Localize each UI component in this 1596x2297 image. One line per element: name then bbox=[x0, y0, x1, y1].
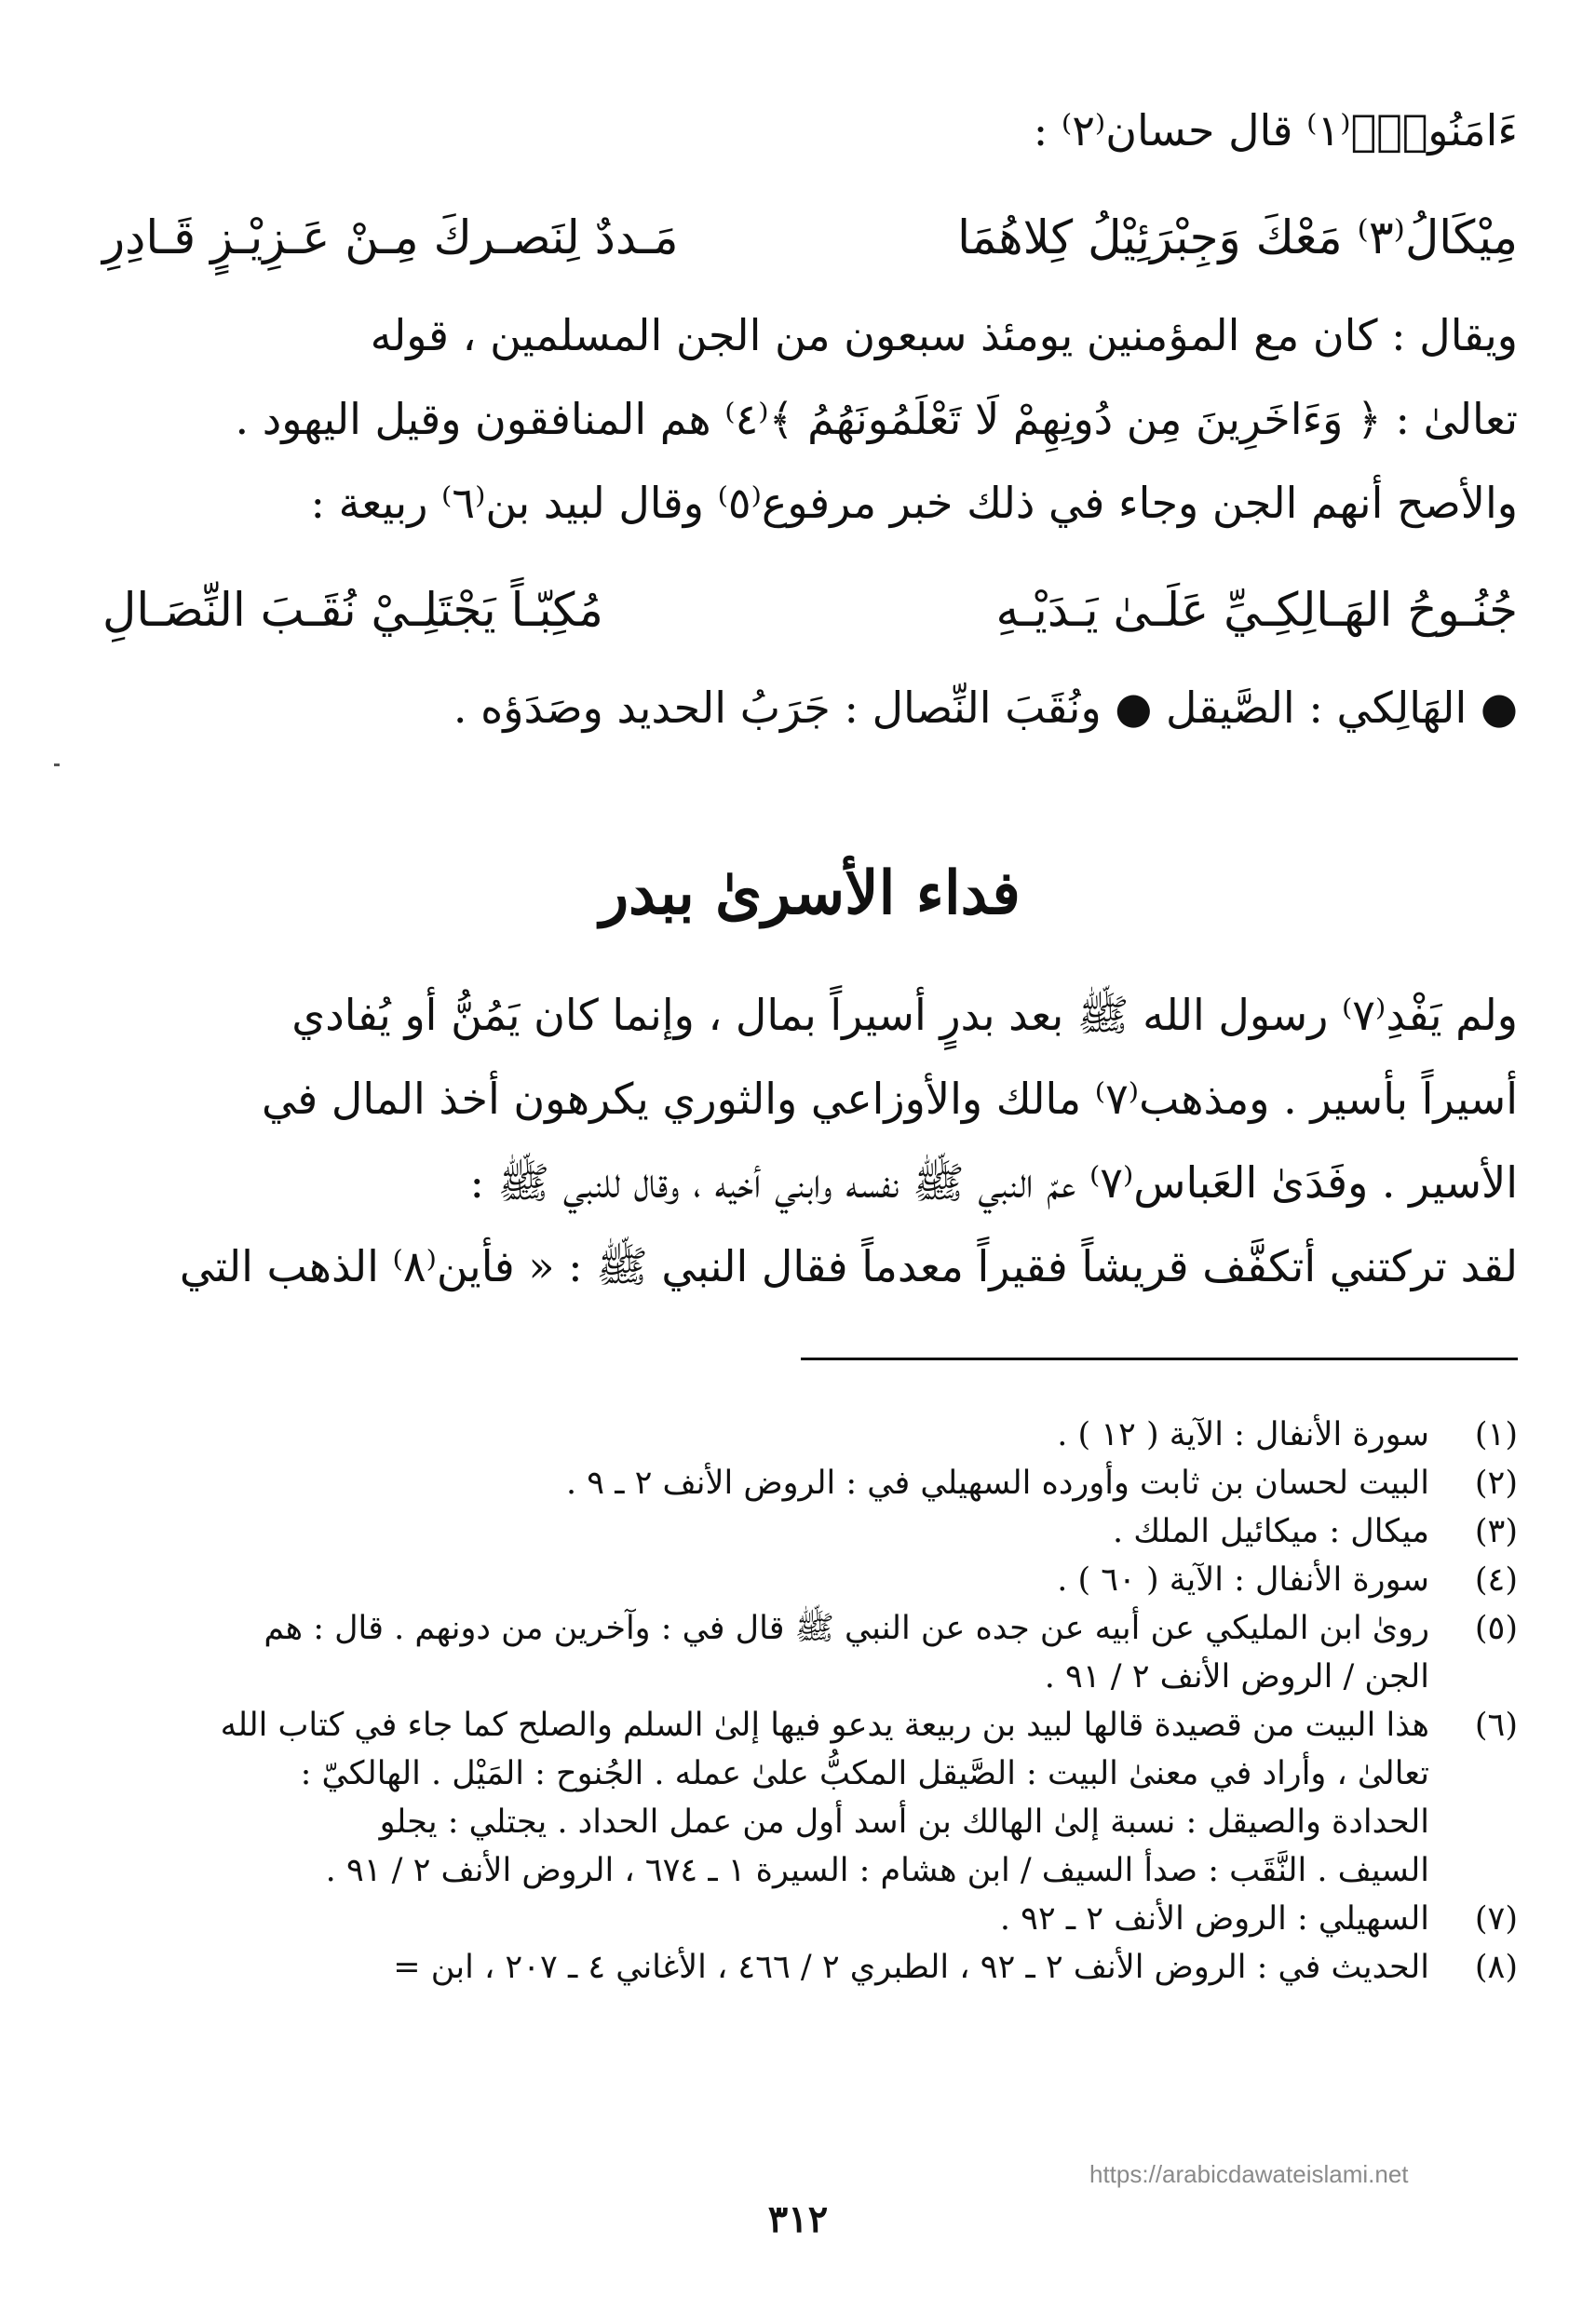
footnote-line: سورة الأنفال : الآية ( ٦٠ ) . bbox=[1057, 1561, 1429, 1599]
verse-2 bbox=[102, 559, 1518, 661]
text-line: أسيراً بأسير . ومذهب⁽٧⁾ مالك والأوزاعي والثوري يكرهون أخذ المال في bbox=[261, 1074, 1518, 1124]
text-line: الأسير . وفَدَىٰ العَباس⁽٧⁾ عمّ النبي ﷺ نفسه وابني أخيه ، وقال للنبي ﷺ : bbox=[469, 1157, 1518, 1208]
footnote-number: (٦) bbox=[1474, 1707, 1518, 1744]
footnote-line: روىٰ ابن المليكي عن أبيه عن جده عن النبي ﷺ قال في : وآخرين من دونهم . قال : هم bbox=[264, 1610, 1429, 1647]
verse-1-left-hemistich: مَـددٌ لِنَصـركَ مِـنْ عَـزِيْـزٍ قَـادِرِ bbox=[102, 210, 679, 264]
footnote-number: (٤) bbox=[1474, 1561, 1518, 1599]
watermark-url: https://arabicdawateislami.net bbox=[1089, 2160, 1409, 2188]
text-line: تعالىٰ : ﴿ وَءَاخَرِينَ مِن دُونِهِمْ لَا تَعْلَمُونَهُمُ ﴾⁽٤⁾ هم المنافقون وقيل اليهود . bbox=[235, 394, 1518, 444]
gloss-line: ● الهَالِكي : الصَّيقل ● ونُقَبَ النِّصال : جَرَبُ الحديد وصَدَؤه . bbox=[453, 682, 1518, 733]
verse-2-left-hemistich: مُكِبّـاً يَجْتَلِـيْ نُقَـبَ النِّصَـالِ bbox=[102, 583, 603, 637]
footnote-item bbox=[102, 1507, 1518, 1556]
footnote-line: تعالىٰ ، وأراد في معنىٰ البيت : الصَّيقل المكبُّ علىٰ عمله . الجُنوح : المَيْل . الهالكيّ : bbox=[300, 1755, 1429, 1792]
footnote-line: البيت لحسان بن ثابت وأورده السهيلي في : الروض الأنف ٢ ـ ٩ . bbox=[566, 1465, 1429, 1502]
text-line: ءَامَنُوا۟﴾⁽١⁾ قال حسان⁽٢⁾ : bbox=[1033, 105, 1518, 155]
footnote-item bbox=[102, 1895, 1518, 1943]
footnote-item bbox=[102, 1943, 1518, 1992]
footnote-number: (٧) bbox=[1474, 1900, 1518, 1938]
footnote-item bbox=[102, 1411, 1518, 1459]
footnote-line: السهيلي : الروض الأنف ٢ ـ ٩٢ . bbox=[999, 1900, 1429, 1938]
text-line: لقد تركتني أتكفَّف قريشاً فقيراً معدماً فقال النبي ﷺ : « فأين⁽٨⁾ الذهب التي bbox=[179, 1241, 1518, 1291]
page-number: ٣١٢ bbox=[767, 2197, 829, 2241]
footnote-line: الجن / الروض الأنف ٢ / ٩١ . bbox=[1044, 1658, 1429, 1696]
footnote-line: السيف . النَّقَب : صدأ السيف / ابن هشام : السيرة ١ ـ ٦٧٤ ، الروض الأنف ٢ / ٩١ . bbox=[325, 1852, 1429, 1889]
footnote-number: (٢) bbox=[1474, 1465, 1518, 1502]
footnote-number: (٥) bbox=[1474, 1610, 1518, 1647]
section-heading: فداء الأسرىٰ ببدر bbox=[600, 858, 1021, 928]
footnote-item bbox=[102, 1701, 1518, 1895]
footnote-line: الحديث في : الروض الأنف ٢ ـ ٩٢ ، الطبري ٢ / ٤٦٦ ، الأغاني ٤ ـ ٢٠٧ ، ابن = bbox=[393, 1949, 1429, 1986]
section-body bbox=[102, 973, 1518, 1308]
verse-1 bbox=[102, 186, 1518, 289]
footnote-line: ميكال : ميكائيل الملك . bbox=[1113, 1513, 1429, 1550]
footnote-number: (١) bbox=[1474, 1416, 1518, 1453]
footnote-number: (٨) bbox=[1474, 1949, 1518, 1986]
gloss-block bbox=[102, 666, 1518, 750]
footnote-number: (٣) bbox=[1474, 1513, 1518, 1550]
footnote-line: الحدادة والصيقل : نسبة إلىٰ الهالك بن أسد أول من عمل الحداد . يجتلي : يجلو bbox=[379, 1804, 1429, 1841]
main-text-middle bbox=[102, 293, 1518, 545]
verse-1-right-hemistich: مِيْكَالُ⁽٣⁾ مَعْكَ وَجِبْرَئِيْلُ كِلاهُمَا bbox=[957, 210, 1518, 264]
text-line: والأصح أنهم الجن وجاء في ذلك خبر مرفوع⁽٥⁾ وقال لبيد بن⁽٦⁾ ربيعة : bbox=[310, 478, 1518, 528]
footnotes bbox=[102, 1411, 1518, 1992]
footnote-item bbox=[102, 1556, 1518, 1604]
stray-mark bbox=[54, 763, 60, 766]
main-text-top bbox=[102, 88, 1518, 172]
verse-2-right-hemistich: جُنُـوحُ الهَـالِكِـيِّ عَلَـىٰ يَـدَيْـهِ bbox=[995, 583, 1518, 637]
footnote-separator bbox=[801, 1358, 1518, 1360]
footnote-line: هذا البيت من قصيدة قالها لبيد بن ربيعة يدعو فيها إلىٰ السلم والصلح كما جاء في كتاب الله bbox=[220, 1707, 1429, 1744]
footnote-item bbox=[102, 1604, 1518, 1701]
footnote-line: سورة الأنفال : الآية ( ١٢ ) . bbox=[1057, 1416, 1429, 1453]
text-line: ولم يَفْدِ⁽٧⁾ رسول الله ﷺ بعد بدرٍ أسيراً بمال ، وإنما كان يَمُنُّ أو يُفادي bbox=[291, 990, 1518, 1040]
text-line: ويقال : كان مع المؤمنين يومئذ سبعون من الجن المسلمين ، قوله bbox=[370, 310, 1518, 360]
footnote-item bbox=[102, 1459, 1518, 1507]
